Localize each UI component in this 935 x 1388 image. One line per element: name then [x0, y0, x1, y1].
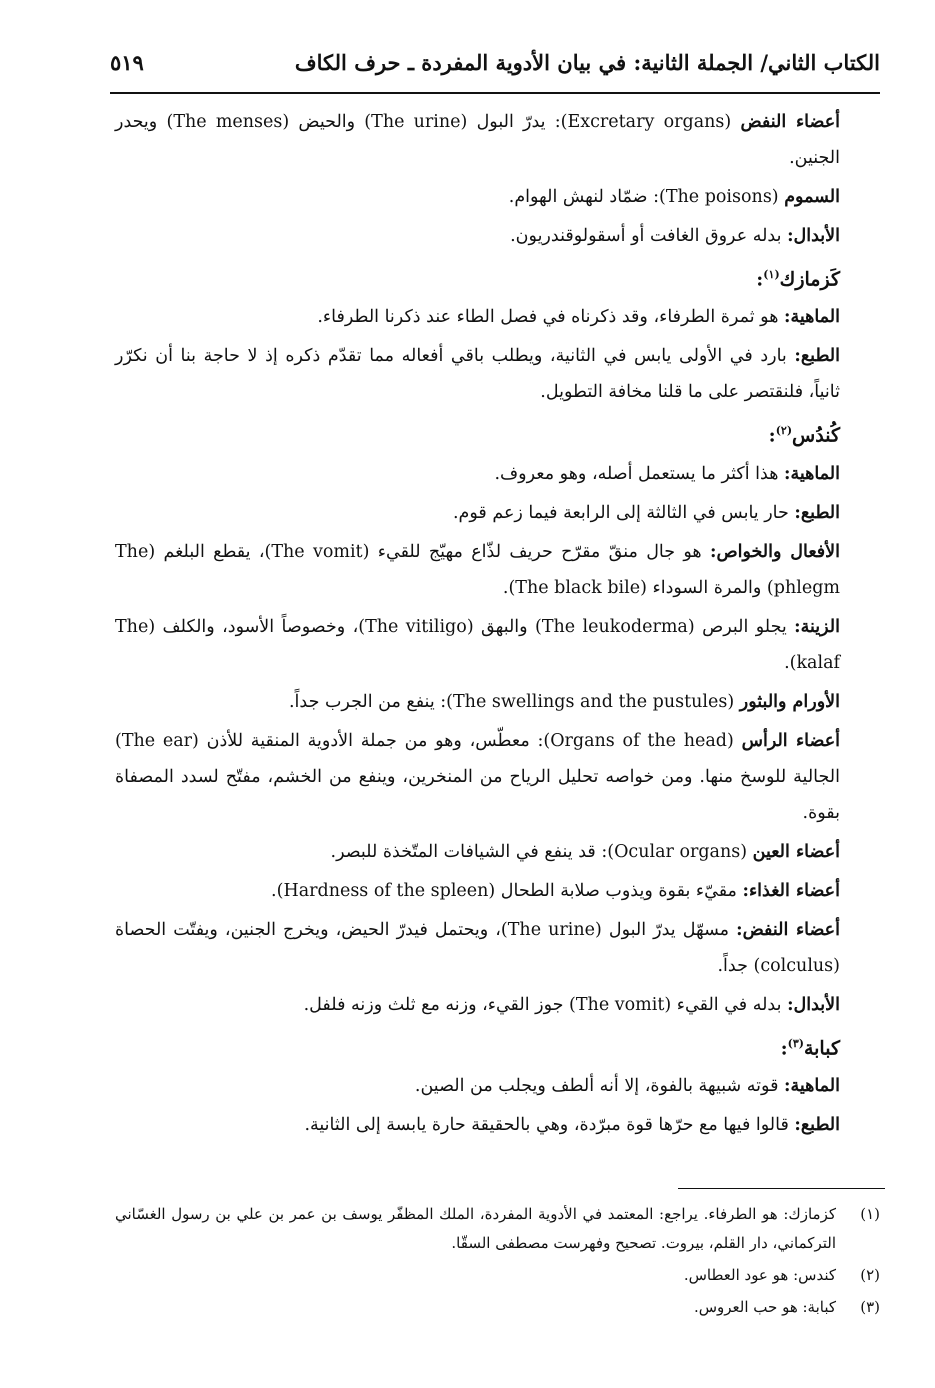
paragraph-label: الأفعال والخواص:	[709, 541, 840, 562]
footnotes	[115, 1200, 880, 1325]
paragraph-cosmetics	[115, 609, 880, 681]
entry-heading-kundus: كُندُس$^{(٢)}$:	[768, 424, 840, 447]
paragraph-text: بدله عروق الغافت أو أسقولوقندريون.	[510, 226, 788, 246]
paragraph-ocular-organs	[115, 834, 880, 870]
paragraph-nutrition-organs	[115, 873, 880, 909]
paragraph-text: (The poisons): ضمّاد لنهش الهوام.	[508, 187, 785, 207]
footnote-number: (١)	[860, 1205, 880, 1223]
paragraph-temperament	[115, 1107, 880, 1143]
paragraph-text: بارد في الأولى يابس في الثانية، ويطلب باقي أفعاله مما تقدّم ذكره إذ لا حاجة بنا أن نكرّر ثانياً، فلنقتصر على ما قلنا مخافة التطويل.	[115, 346, 840, 403]
paragraph-label: أعضاء النفض:	[736, 919, 840, 940]
paragraph-text: يجلو البرص (The leukoderma) والبهق (The vitiligo)، وخصوصاً الأسود، والكلف (The kalaf).	[115, 616, 840, 673]
paragraph-text: هذا أكثر ما يستعمل أصله، وهو معروف.	[494, 463, 784, 484]
entry-heading-label: كَزمازك	[779, 268, 840, 291]
entry-heading-kababa: كبابة$^{(٣)}$:	[780, 1036, 840, 1059]
paragraph-text: هو جال منقّ مقرّح حريف لذّاع مهيّج للقيء (The vomit)، يقطع البلغم (The phlegm) والمرة السوداء (The black bile).	[115, 541, 840, 598]
entry-heading-label: كُندُس	[792, 424, 840, 447]
paragraph-substitutes	[115, 218, 880, 254]
paragraph-label: أعضاء العين	[752, 841, 840, 862]
paragraph-nature	[115, 1068, 880, 1104]
running-title: الكتاب الثاني/ الجملة الثانية: في بيان الأدوية المفردة ـ حرف الكاف	[294, 50, 880, 75]
paragraph-text: (Excretary organs): يدرّ البول (The urine) والحيض (The menses) ويحدر الجنين.	[115, 112, 840, 168]
paragraph-nature	[115, 299, 880, 335]
footnote	[115, 1293, 880, 1322]
paragraph-excretory-organs	[115, 912, 880, 984]
paragraph-label: الطبع:	[794, 346, 840, 367]
paragraph-label: أعضاء الرأس	[741, 730, 840, 751]
paragraph-text: (The swellings and the pustules): ينفع من الجرب جداً.	[288, 691, 740, 712]
paragraph-label: الطبع:	[794, 502, 840, 523]
paragraph-text: هو ثمرة الطرفاء، وقد ذكرناه في فصل الطاء عند ذكرنا الطرفاء.	[317, 307, 784, 328]
paragraph-text: مقيّء بقوة ويذوب صلابة الطحال (Hardness of the spleen).	[271, 880, 743, 901]
paragraph-swellings	[115, 684, 880, 720]
footnote	[115, 1200, 880, 1258]
footnote	[115, 1261, 880, 1290]
paragraph-text: بدله في القيء (The vomit) جوز القيء، وزنه مع ثلث وزنه فلفل.	[303, 994, 788, 1015]
page-header	[110, 40, 880, 94]
paragraph-label: أعضاء النفض	[740, 112, 840, 132]
paragraph-label: الماهية:	[784, 1075, 840, 1096]
footnote-ref[interactable]: (٣)	[787, 1036, 804, 1050]
paragraph-text: قوته شبيهة بالفوة، إلا أنه ألطف ويجلب من الصين.	[414, 1075, 784, 1096]
footnote-text: كندس: هو عود العطاس.	[683, 1266, 836, 1284]
paragraph-label: الأورام والبثور	[739, 691, 840, 712]
page-number: ٥١٩	[110, 50, 144, 75]
paragraph-excretory-organs	[115, 104, 880, 176]
footnote-text: كزمازك: هو الطرفاء. يراجع: المعتمد في الأدوية المفردة، الملك المظفّر يوسف بن عمر بن علي بن رسول الغسّاني التركماني، دار القلم، بيروت. تصحيح وفهرست مصطفى السقّا.	[115, 1205, 836, 1252]
paragraph-text: قالوا فيها مع حرّها قوة مبرّدة، وهي بالحقيقة حارة يابسة إلى الثانية.	[304, 1114, 795, 1135]
footnote-separator	[678, 1188, 885, 1189]
paragraph-temperament	[115, 495, 880, 531]
entry-heading-label: كبابة	[803, 1036, 840, 1059]
paragraph-label: الماهية:	[784, 463, 840, 484]
main-text	[115, 104, 880, 1146]
paragraph-label: الأبدال:	[787, 226, 840, 246]
paragraph-actions-properties	[115, 534, 880, 606]
paragraph-substitutes	[115, 987, 880, 1023]
paragraph-text: (Ocular organs): قد ينفع في الشيافات المتّخذة للبصر.	[330, 841, 753, 862]
footnote-number: (٣)	[860, 1298, 880, 1316]
paragraph-label: الأبدال:	[787, 994, 840, 1015]
paragraph-text: (Organs of the head): معطّس، وهو من جملة الأدوية المنقية للأذن (The ear) الجالية للوسخ منها. ومن خواصه تحليل الرياح من المنخرين، وينفع من الخشم، مفتّح لسدد المصفاة بقوة.	[115, 730, 840, 823]
paragraph-label: الماهية:	[784, 307, 840, 328]
paragraph-nature	[115, 456, 880, 492]
paragraph-temperament	[115, 338, 880, 410]
paragraph-label: الطبع:	[794, 1114, 840, 1135]
footnote-ref[interactable]: (١)	[763, 268, 780, 281]
paragraph-head-organs	[115, 723, 880, 831]
footnote-number: (٢)	[860, 1266, 880, 1284]
footnote-text: كبابة: هو حب العروس.	[693, 1298, 836, 1316]
paragraph-text: حار يابس في الثالثة إلى الرابعة فيما زعم قوم.	[452, 502, 795, 523]
footnote-ref[interactable]: (٢)	[775, 424, 793, 438]
paragraph-label: أعضاء الغذاء:	[742, 880, 840, 901]
entry-heading-kazmazak: كَزمازك$^{(١)}$:	[756, 268, 840, 291]
paragraph-label: السموم	[784, 187, 840, 207]
paragraph-text: مسهّل يدرّ البول (The urine)، ويحتمل فيدرّ الحيض، ويخرج الجنين، ويفتّت الحصاة (colculus) جداً.	[115, 919, 840, 976]
paragraph-poisons	[115, 179, 880, 215]
paragraph-label: الزينة:	[794, 616, 840, 637]
